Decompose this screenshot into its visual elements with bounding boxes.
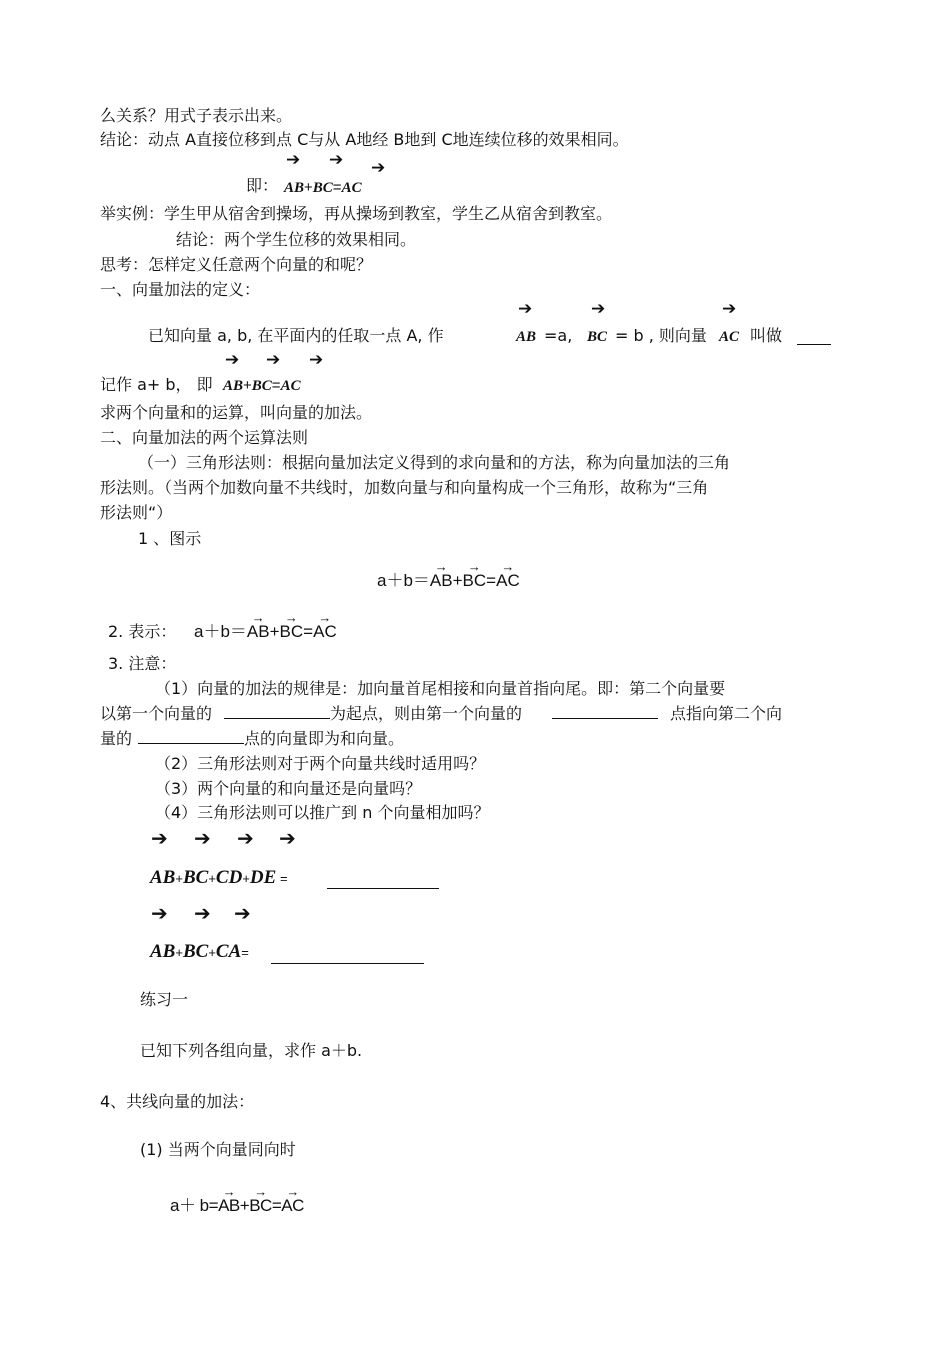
vector-arrow-icon: ➔	[518, 299, 533, 319]
vector-sum-expression: AB+BC+CA=	[150, 941, 249, 962]
section-heading: 二、向量加法的两个运算法则	[100, 428, 309, 447]
vector-arrow-icon: ➔	[266, 350, 281, 370]
text-line: （一）三角形法则：根据向量加法定义得到的求向量和的方法，称为向量加法的三角	[138, 453, 731, 472]
text-line: 量的 点的向量即为和向量。	[100, 729, 405, 748]
answer-blank[interactable]	[138, 729, 244, 744]
text-line: 求两个向量和的运算，叫向量的加法。	[100, 403, 373, 422]
exercise-text: 已知下列各组向量，求作 a＋b.	[140, 1041, 363, 1060]
definition-text: 叫做	[750, 326, 783, 345]
vector-arrow-icon: ➔	[279, 826, 296, 850]
answer-blank[interactable]	[797, 330, 831, 345]
vector-arrow-icon: ➔	[151, 826, 168, 850]
vector-sum-expression: AB+BC+CD+DE =	[150, 867, 288, 888]
answer-blank[interactable]	[327, 874, 439, 889]
vector-ac: AC	[719, 329, 740, 345]
conclusion-line: 结论：两个学生位移的效果相同。	[176, 230, 417, 249]
vector-arrow-icon: ➔	[591, 299, 606, 319]
answer-blank[interactable]	[552, 704, 658, 719]
subheading: 4、共线向量的加法：	[100, 1092, 255, 1111]
vector-formula: a＋b＝→ AB+→ BC=→ AC	[377, 571, 520, 591]
text-line: 么关系？用式子表示出来。	[100, 106, 293, 125]
question-line: （2）三角形法则对于两个向量共线时适用吗？	[155, 754, 486, 773]
conclusion-line: 结论：动点 A直接位移到点 C与从 A地经 B地到 C地连续位移的效果相同。	[100, 130, 629, 149]
definition-text: = b , 则向量	[615, 326, 707, 345]
subheading: 1 、图示	[138, 529, 202, 548]
notation-text: 记作 a+ b， 即	[100, 375, 213, 394]
vector-arrow-icon: ➔	[234, 901, 251, 925]
subheading: (1) 当两个向量同向时	[140, 1140, 296, 1159]
vector-formula: a＋ b=→ AB+→ BC=→ AC	[170, 1196, 304, 1216]
vector-equation: AB+BC=AC	[284, 179, 362, 196]
question-line: 思考：怎样定义任意两个向量的和呢？	[100, 255, 373, 274]
vector-ab: AB	[516, 329, 537, 345]
vector-formula: a＋b＝→ AB+→ BC=→ AC	[194, 622, 337, 642]
vector-arrow-icon: ➔	[722, 299, 737, 319]
vector-arrow-icon: ➔	[194, 826, 211, 850]
vector-arrow-icon: ➔	[371, 158, 386, 178]
definition-text: =a,	[544, 326, 573, 345]
subheading: 2. 表示：	[108, 622, 177, 641]
answer-blank[interactable]	[224, 704, 330, 719]
subheading: 3. 注意：	[108, 654, 177, 673]
vector-arrow-icon: ➔	[309, 350, 324, 370]
vector-arrow-icon: ➔	[237, 826, 254, 850]
question-line: （4）三角形法则可以推广到 n 个向量相加吗？	[155, 803, 490, 822]
exercise-heading: 练习一	[140, 990, 189, 1009]
question-line: （3）两个向量的和向量还是向量吗？	[155, 779, 422, 798]
vector-arrow-icon: ➔	[329, 150, 344, 170]
vector-equation: AB+BC=AC	[223, 377, 301, 394]
section-heading: 一、向量加法的定义：	[100, 280, 261, 299]
vector-arrow-icon: ➔	[151, 901, 168, 925]
vector-arrow-icon: ➔	[225, 350, 240, 370]
definition-text: 已知向量 a, b, 在平面内的任取一点 A, 作	[148, 326, 444, 345]
example-line: 举实例：学生甲从宿舍到操场，再从操场到教室，学生乙从宿舍到教室。	[100, 204, 613, 223]
vector-arrow-icon: ➔	[286, 150, 301, 170]
text-line: 以第一个向量的 为起点，则由第一个向量的 点指向第二个向	[100, 704, 783, 723]
vector-arrow-icon: ➔	[194, 901, 211, 925]
text-line: 形法则“）	[100, 503, 173, 522]
text-line: （1）向量的加法的规律是：加向量首尾相接和向量首指向尾。即：第二个向量要	[155, 679, 726, 698]
text-line: 形法则。（当两个加数向量不共线时，加数向量与和向量构成一个三角形，故称为“三角	[100, 478, 709, 497]
vector-bc: BC	[587, 329, 608, 345]
equation-label: 即：	[246, 176, 279, 195]
answer-blank[interactable]	[271, 949, 424, 964]
